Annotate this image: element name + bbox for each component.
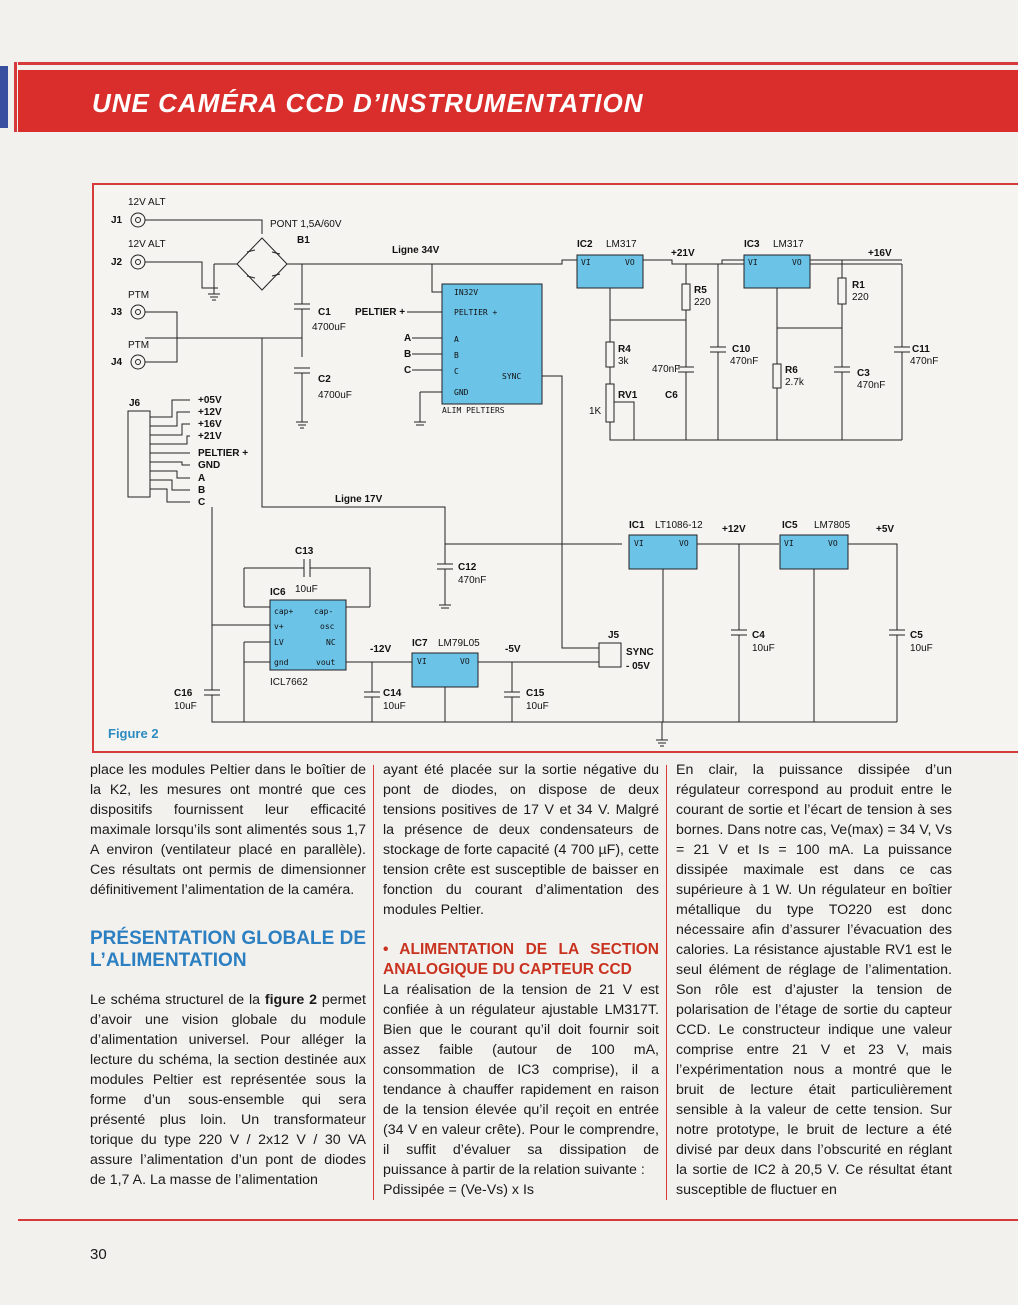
bottom-rule [18,1219,1018,1221]
svg-text:GND: GND [454,388,469,397]
svg-text:VO: VO [792,258,802,267]
svg-text:LV: LV [274,638,284,647]
svg-text:470nF: 470nF [857,380,886,391]
svg-text:PONT 1,5A/60V: PONT 1,5A/60V [270,219,342,230]
svg-text:VI: VI [784,539,794,548]
svg-text:J4: J4 [111,357,123,368]
j6-pin-label: PELTIER + [198,448,249,459]
page-title: UNE CAMÉRA CCD D’INSTRUMENTATION [92,88,644,118]
svg-text:C2: C2 [318,374,331,385]
svg-text:-12V: -12V [370,644,392,655]
svg-text:IN32V: IN32V [454,288,479,297]
column-3 [676,760,952,1200]
svg-text:IC7: IC7 [412,638,428,649]
svg-text:4700uF: 4700uF [312,322,346,333]
svg-text:+12V: +12V [722,524,746,535]
svg-text:4700uF: 4700uF [318,390,352,401]
top-rule [18,62,1018,65]
svg-text:10uF: 10uF [383,701,406,712]
col3-paragraph-1: En clair, la puissance dissipée d’un régulateur correspond au produit entre le courant de sortie et l’écart de tension à ses bornes. Dans notre cas, Ve(max) = 34 V, Vs = 21 V et Is = 100 mA. La puissance dissipée maximale est dans ce cas supérieure à 1 W. Un régulateur en boîtier métallique du type TO220 est donc nécessaire afin d’assurer l’évacuation des calories. La résistance ajustable RV1 est le seul élément de réglage de l’alimentation. Son rôle est d’ajuster la tension de polarisation de l’étage de sortie du capteur CCD. Le constructeur indique une valeur comprise entre 21 V et 23 V, mais l’expérimentation nous a montré que le bruit de lecture était particulièrement sensible à la valeur de cette tension. Sur notre prototype, le bruit de lecture a été divisé par deux dans l’obscurité en réglant la sortie de IC2 à 20,5 V. Ce résultat étant susceptible de fluctuer en [676,762,952,1198]
svg-text:470nF: 470nF [730,356,759,367]
ic1 [629,520,779,722]
ic3 [710,239,938,440]
svg-text:470nF: 470nF [458,575,487,586]
svg-text:J6: J6 [129,398,141,409]
svg-text:A: A [454,335,459,344]
svg-text:C1: C1 [318,307,331,318]
column-divider [373,765,374,1200]
svg-text:ICL7662: ICL7662 [270,677,308,688]
svg-text:IC3: IC3 [744,239,760,250]
svg-text:220: 220 [694,297,711,308]
svg-text:PELTIER +: PELTIER + [454,308,498,317]
svg-text:LT1086-12: LT1086-12 [655,520,703,531]
svg-text:osc: osc [320,622,335,631]
svg-text:B: B [404,349,412,360]
column-1 [90,760,366,1190]
svg-text:VI: VI [748,258,758,267]
schematic [94,185,1018,751]
j6-pin-label: B [198,485,206,496]
svg-text:LM7805: LM7805 [814,520,851,531]
svg-text:+16V: +16V [868,248,892,259]
figure-caption: Figure 2 [108,726,159,741]
svg-text:SYNC: SYNC [502,372,522,381]
svg-text:PTM: PTM [128,340,150,351]
svg-text:LM79L05: LM79L05 [438,638,480,649]
j6-pin-label: A [198,473,206,484]
svg-text:+5V: +5V [876,524,895,535]
col1-paragraph-1: place les modules Peltier dans le boîtier de la K2, les mesures ont montré que ces dispositifs fournissent leur efficacité maximale lorsqu’ils sont alimentés sous 1,7 A environ (ventilateur placé en parallèle). Ces résultats ont permis de dimensionner définitivement l’alimentation de la caméra. [90,762,366,898]
svg-text:+21V: +21V [671,248,695,259]
svg-text:ALIM PELTIERS: ALIM PELTIERS [442,406,505,415]
col2-paragraph-1: ayant été placée sur la sortie négative du pont de diodes, on dispose de deux tensions positives de 17 V et 34 V. Malgré la présence de deux condensateurs de stockage de forte capacité (4 700 µF), cette tension crête est susceptible de baisser en fonction du courant d’alimentation des modules Peltier. [383,762,659,918]
svg-text:VO: VO [460,657,470,666]
svg-text:R1: R1 [852,280,865,291]
svg-text:gnd: gnd [274,658,289,667]
svg-text:10uF: 10uF [752,643,775,654]
svg-text:3k: 3k [618,356,629,367]
svg-text:C: C [404,365,412,376]
formula: Pdissipée = (Ve-Vs) x Is [383,1182,534,1198]
svg-text:C5: C5 [910,630,923,641]
svg-text:C: C [454,367,459,376]
ic7 [412,638,599,722]
ic2 [577,239,902,440]
svg-text:Ligne 34V: Ligne 34V [392,245,440,256]
svg-text:IC5: IC5 [782,520,798,531]
ic5 [780,520,933,722]
svg-text:C11: C11 [912,344,930,355]
svg-text:VI: VI [417,657,427,666]
svg-text:R5: R5 [694,285,707,296]
svg-text:2.7k: 2.7k [785,377,804,388]
svg-text:C4: C4 [752,630,765,641]
svg-text:B: B [454,351,459,360]
svg-text:C15: C15 [526,688,545,699]
j6-pin-label: +16V [198,419,222,430]
svg-text:RV1: RV1 [618,390,638,401]
svg-text:VO: VO [828,539,838,548]
svg-text:J3: J3 [111,307,123,318]
svg-text:PTM: PTM [128,290,150,301]
svg-text:12V ALT: 12V ALT [128,239,166,250]
svg-text:VI: VI [581,258,591,267]
svg-text:SYNC: SYNC [626,647,654,658]
peltier-block [355,264,599,648]
svg-text:C6: C6 [665,390,678,401]
svg-text:LM317: LM317 [773,239,804,250]
svg-text:cap-: cap- [314,607,334,616]
svg-text:12V ALT: 12V ALT [128,197,166,208]
svg-text:-5V: -5V [505,644,521,655]
svg-text:IC6: IC6 [270,587,286,598]
svg-text:470nF: 470nF [652,364,681,375]
svg-text:J5: J5 [608,630,620,641]
svg-text:A: A [404,333,412,344]
page-number: 30 [90,1246,107,1263]
svg-text:vout: vout [316,658,336,667]
svg-text:C10: C10 [732,344,751,355]
svg-text:C16: C16 [174,688,193,699]
svg-text:C12: C12 [458,562,477,573]
svg-text:10uF: 10uF [910,643,933,654]
svg-text:C14: C14 [383,688,402,699]
svg-text:J1: J1 [111,215,123,226]
svg-text:IC1: IC1 [629,520,645,531]
column-divider [666,765,667,1200]
j6-pin-label: +05V [198,395,222,406]
figure-2 [92,183,1018,753]
connectors [111,197,166,369]
svg-text:10uF: 10uF [295,584,318,595]
svg-text:PELTIER +: PELTIER + [355,307,406,318]
svg-text:v+: v+ [274,622,284,631]
j6-pin-label: +12V [198,407,222,418]
edge-mark [0,66,8,128]
left-rule [14,62,17,132]
svg-text:J2: J2 [111,257,123,268]
svg-text:B1: B1 [297,235,310,246]
j6-pin-label: +21V [198,431,222,442]
svg-text:470nF: 470nF [910,356,939,367]
svg-text:C13: C13 [295,546,314,557]
svg-text:1K: 1K [589,406,602,417]
column-2 [383,760,659,1200]
svg-text:VI: VI [634,539,644,548]
col2-paragraph-2: La réalisation de la tension de 21 V est confiée à un régulateur ajustable LM317T. Bien que le courant qu’il doit fournir soit assez faible (autour de 100 mA, consommation de IC3 comprise), il a tendance à chauffer rapidement en raison de la tension élevée qu’il reçoit en entrée (34 V en valeur crête). Pour le comprendre, il suffit d’évaluer sa dissipation de puissance à partir de la relation suivante : [383,982,659,1178]
svg-text:LM317: LM317 [606,239,637,250]
ic6 [212,546,412,722]
svg-text:- 05V: - 05V [626,661,650,672]
svg-text:10uF: 10uF [526,701,549,712]
svg-text:R6: R6 [785,365,798,376]
svg-text:cap+: cap+ [274,607,294,616]
svg-text:220: 220 [852,292,869,303]
svg-text:VO: VO [625,258,635,267]
col1-paragraph-2: Le schéma structurel de la figure 2 permet d’avoir une vision globale du module d’alimentation universel. Pour alléger la lecture du schéma, la section destinée aux modules Peltier est représentée sous la forme d’un sous-ensemble qui sera présenté plus loin. Un transformateur torique du type 220 V / 2x12 V / 30 VA assure l’alimentation d’un pont de diodes de 1,7 A. La masse de l’alimentation [90,992,366,1188]
svg-text:IC2: IC2 [577,239,593,250]
svg-text:VO: VO [679,539,689,548]
j6-pin-label: C [198,497,206,508]
svg-text:NC: NC [326,638,336,647]
svg-text:10uF: 10uF [174,701,197,712]
bridge-b1 [208,219,342,300]
section-heading: PRÉSENTATION GLOBALE DE L’ALIMENTATION [90,928,366,971]
svg-text:Ligne 17V: Ligne 17V [335,494,383,505]
j6-labels [198,395,248,508]
j6-pin-label: GND [198,460,221,471]
subsection-heading: • ALIMENTATION DE LA SECTION ANALOGIQUE DU CAPTEUR CCD [383,941,659,978]
connector-j5 [599,630,654,672]
connector-j6 [128,398,190,502]
svg-text:R4: R4 [618,344,631,355]
svg-text:C3: C3 [857,368,870,379]
